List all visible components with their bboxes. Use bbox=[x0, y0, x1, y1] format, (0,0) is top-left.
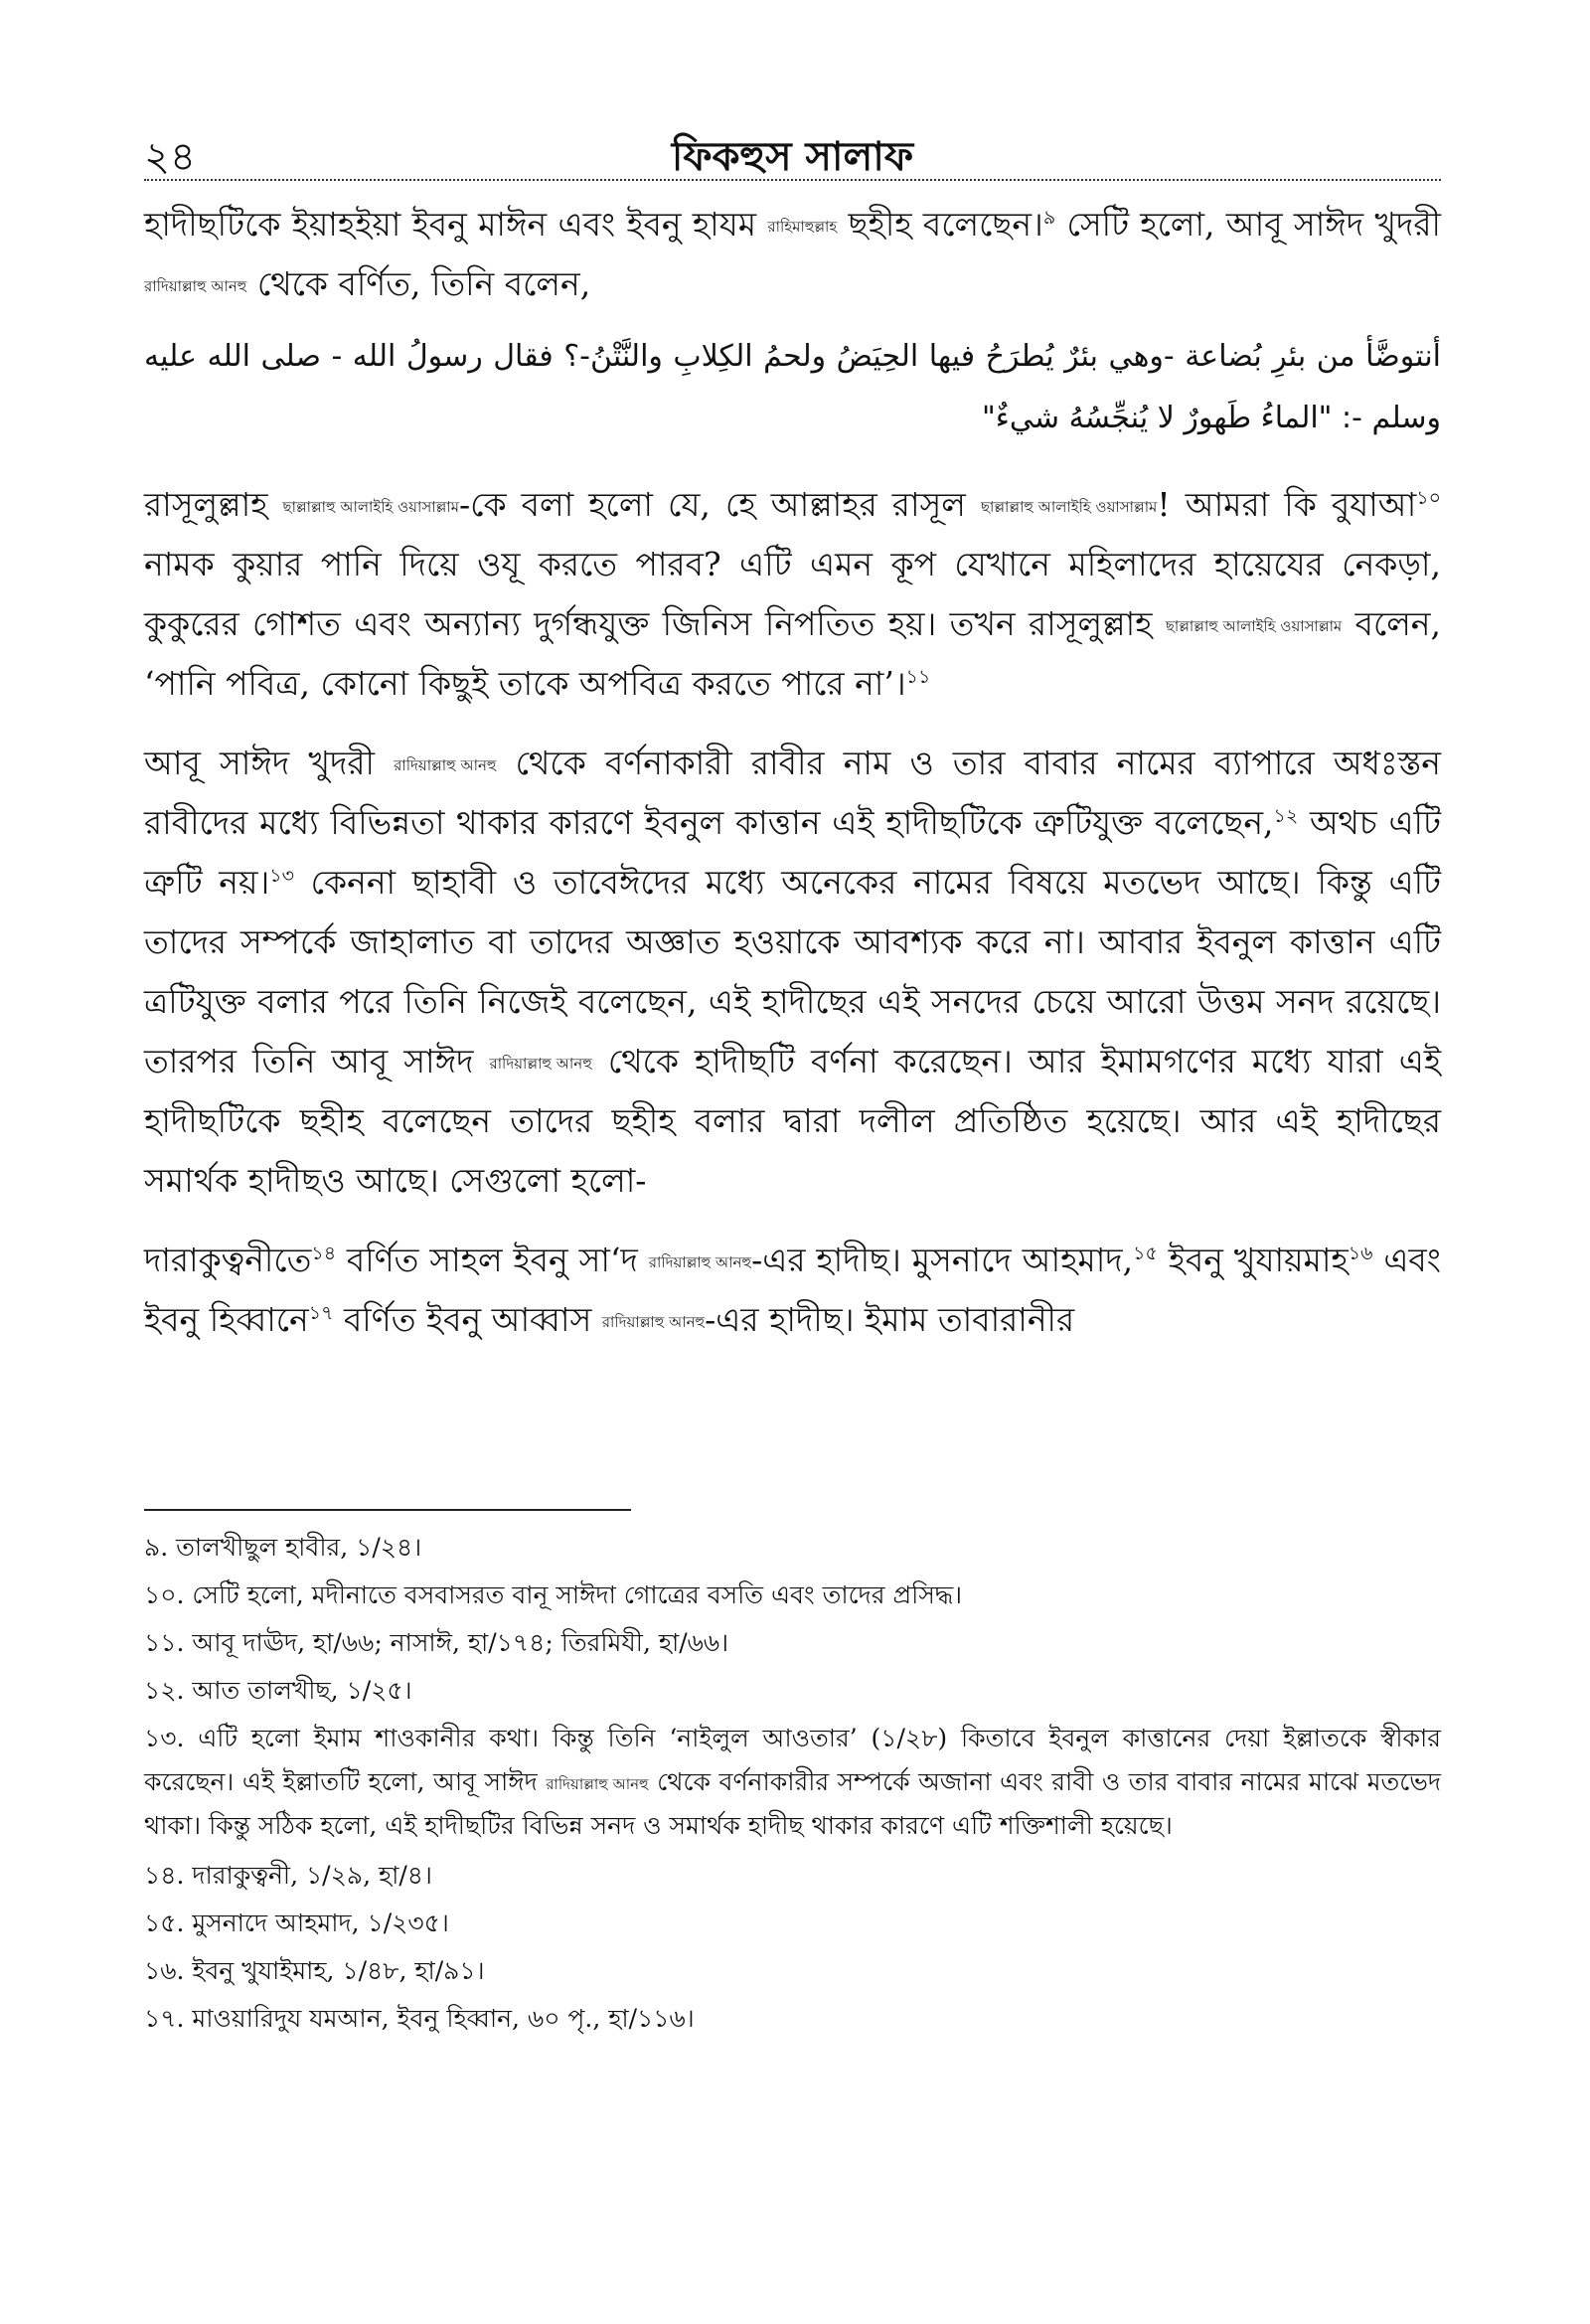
honorific-radiyallahu-anhu: রাদিয়াল্লাহু আনহু bbox=[601, 1313, 706, 1331]
text-run: দারাকুত্বনীতে bbox=[144, 1241, 312, 1279]
paragraph-3 bbox=[144, 734, 1441, 1211]
footnote-16: ১৬. ইবনু খুযাইমাহ, ১/৪৮, হা/৯১। bbox=[144, 1956, 485, 1985]
footnote-14: ১৪. দারাকুত্বনী, ১/২৯, হা/৪। bbox=[144, 1861, 432, 1890]
footnote-divider bbox=[144, 1509, 631, 1511]
honorific-radiyallahu-anhu: রাদিয়াল্লাহু আনহু bbox=[144, 277, 247, 295]
text-run: থেকে বর্ণিত, তিনি বলেন, bbox=[256, 264, 591, 303]
footnote-ref-17[interactable]: ১৭ bbox=[308, 1302, 334, 1324]
text-run: অথচ এটি ত্রুটি নয়। bbox=[144, 803, 1441, 902]
text-run: ১৩. এটি হলো ইমাম শাওকানীর কথা। কিন্তু তিনি ‘নাইলুল আওতার’ (১/২৮) কিতাবে ইবনুল কাত্তানের দেয়া ইল্লাতকে স্বীকার করেছেন। এই ইল্লাতটি হলো, আবূ সাঈদ bbox=[144, 1724, 1441, 1796]
main-text bbox=[144, 195, 1441, 1370]
honorific-radiyallahu-anhu: রাদিয়াল্লাহু আনহু bbox=[648, 1253, 752, 1271]
footnote-10: ১০. সেটি হলো, মদীনাতে বসবাসরত বানূ সাঈদা গোত্রের বসতি এবং তাদের প্রসিদ্ধ। bbox=[144, 1580, 963, 1609]
page-number: ২৪ bbox=[144, 134, 196, 180]
text-run: ! আমরা কি বুযাআ bbox=[1157, 485, 1417, 524]
footnote-ref-15[interactable]: ১৫ bbox=[1133, 1243, 1158, 1264]
footnote-15: ১৫. মুসনাদে আহমাদ, ১/২৩৫। bbox=[144, 1909, 449, 1937]
honorific-radiyallahu-anhu: রাদিয়াল্লাহু আনহু bbox=[546, 1774, 649, 1793]
footnote-ref-14[interactable]: ১৪ bbox=[311, 1243, 337, 1264]
footnote-ref-16[interactable]: ১৬ bbox=[1348, 1243, 1373, 1264]
footnote-ref-9[interactable]: ৯ bbox=[1042, 207, 1056, 229]
text-run: বর্ণিত সাহল ইবনু সা‘দ bbox=[346, 1241, 638, 1279]
footnote-11: ১১. আবূ দাঊদ, হা/৬৬; নাসাঈ, হা/১৭৪; তিরমিযী, হা/৬৬। bbox=[144, 1628, 729, 1657]
text-run: সেটি হলো, আবূ সাঈদ খুদরী bbox=[1066, 205, 1441, 244]
honorific-sallallahu: ছাল্লাল্লাহু আলাইহি ওয়াসাল্লাম bbox=[980, 498, 1158, 516]
footnote-ref-10[interactable]: ১০ bbox=[1416, 487, 1441, 509]
text-run: আবূ সাঈদ খুদরী bbox=[144, 744, 375, 782]
honorific-radiyallahu-anhu: রাদিয়াল্লাহু আনহু bbox=[394, 756, 497, 774]
footnote-17: ১৭. মাওয়ারিদুয যমআন, ইবনু হিব্বান, ৬০ পৃ., হা/১১৬। bbox=[144, 2004, 695, 2033]
footnote-ref-13[interactable]: ১৩ bbox=[269, 865, 294, 887]
footnote-9: ৯. তালখীছুল হাবীর, ১/২৪। bbox=[144, 1533, 422, 1562]
honorific-sallallahu: ছাল্লাল্লাহু আলাইহি ওয়াসাল্লাম bbox=[1165, 617, 1343, 635]
text-run: কেননা ছাহাবী ও তাবেঈদের মধ্যে অনেকের নামের বিষয়ে মতভেদ আছে। কিন্তু এটি তাদের সম্পর্কে জাহালাত বা তাদের অজ্ঞাত হওয়াকে আবশ্যক করে না। আবার ইবনুল কাত্তান এটি ত্রটিযুক্ত বলার পরে তিনি নিজেই বলেছেন, এই হাদীছের এই সনদের চেয়ে আরো উত্তম সনদ রয়েছে। তারপর তিনি আবূ সাঈদ bbox=[144, 863, 1441, 1080]
honorific-rahimahullah: রাহিমাহুল্লাহ bbox=[767, 218, 838, 236]
footnotes bbox=[144, 1526, 1441, 2045]
text-run: এবং ইবনু হিব্বানে bbox=[144, 1241, 1441, 1339]
text-run: ইবনু খুযায়মাহ bbox=[1168, 1241, 1349, 1279]
page-header bbox=[144, 107, 1441, 181]
running-title: ফিকহুস সালাফ bbox=[671, 133, 914, 180]
paragraph-4 bbox=[144, 1231, 1441, 1350]
paragraph-2 bbox=[144, 475, 1441, 714]
text-run: নামক কুয়ার পানি দিয়ে ওযূ করতে পারব? এটি এমন কূপ যেখানে মহিলাদের হায়েযের নেকড়া, কুকুরের গোশত এবং অন্যান্য দুর্গন্ধযুক্ত জিনিস নিপতিত হয়। তখন রাসূলুল্লাহ bbox=[144, 545, 1441, 643]
text-run: হাদীছটিকে ইয়াহইয়া ইবনু মাঈন এবং ইবনু হাযম bbox=[144, 205, 757, 244]
text-run: -এর হাদীছ। ইমাম তাবারানীর bbox=[705, 1300, 1075, 1339]
text-run: রাসূলুল্লাহ bbox=[144, 485, 268, 524]
honorific-radiyallahu-anhu: রাদিয়াল্লাহু আনহু bbox=[489, 1055, 592, 1073]
text-run: -কে বলা হলো যে, হে আল্লাহর রাসূল bbox=[458, 485, 966, 524]
text-run: থেকে বর্ণনাকারী রাবীর নাম ও তার বাবার নামের ব্যাপারে অধঃস্তন রাবীদের মধ্যে বিভিন্নতা থাকার কারণে ইবনুল কাত্তান এই হাদীছটিকে ত্রুটিযুক্ত বলেছেন, bbox=[144, 744, 1441, 842]
text-run: -এর হাদীছ। মুসনাদে আহমাদ, bbox=[751, 1241, 1134, 1279]
arabic-hadith-text: أنتوضَّأ من بئرِ بُضاعة -وهي بئرٌ يُطرَحُ فيها الحِيَضُ ولحمُ الكِلابِ والنَّتْنُ-؟ فقال رسولُ الله - صلى الله عليه وسلم -: "الماءُ طَهورٌ لا يُنجِّسُهُ شيءٌ" bbox=[144, 339, 1441, 435]
paragraph-1 bbox=[144, 195, 1441, 314]
footnote-ref-12[interactable]: ১২ bbox=[1273, 805, 1299, 827]
text-run: বলেন, ‘পানি পবিত্র, কোনো কিছুই তাকে অপবিত্র করতে পারে না’। bbox=[144, 604, 1441, 703]
footnote-13 bbox=[144, 1717, 1441, 1848]
text-run: ছহীহ বলেছেন। bbox=[848, 205, 1043, 244]
text-run: থেকে বর্ণনাকারীর সম্পর্কে অজানা এবং রাবী ও তার বাবার নামের মাঝে মতভেদ থাকা। কিন্তু সঠিক হলো, এই হাদীছটির বিভিন্ন সনদ ও সমার্থক হাদীছ থাকার কারণে এটি শক্তিশালী হয়েছে। bbox=[144, 1767, 1442, 1840]
text-run: থেকে হাদীছটি বর্ণনা করেছেন। আর ইমামগণের মধ্যে যারা এই হাদীছটিকে ছহীহ বলেছেন তাদের ছহীহ বলার দ্বারা দলীল প্রতিষ্ঠিত হয়েছে। আর এই হাদীছের সমার্থক হাদীছও আছে। সেগুলো হলো- bbox=[144, 1042, 1442, 1200]
honorific-sallallahu: ছাল্লাল্লাহু আলাইহি ওয়াসাল্লাম bbox=[282, 498, 459, 516]
footnote-ref-11[interactable]: ১১ bbox=[905, 666, 931, 688]
text-run: বর্ণিত ইবনু আব্বাস bbox=[343, 1300, 592, 1339]
footnote-12: ১২. আত তালখীছ, ১/২৫। bbox=[144, 1676, 412, 1705]
